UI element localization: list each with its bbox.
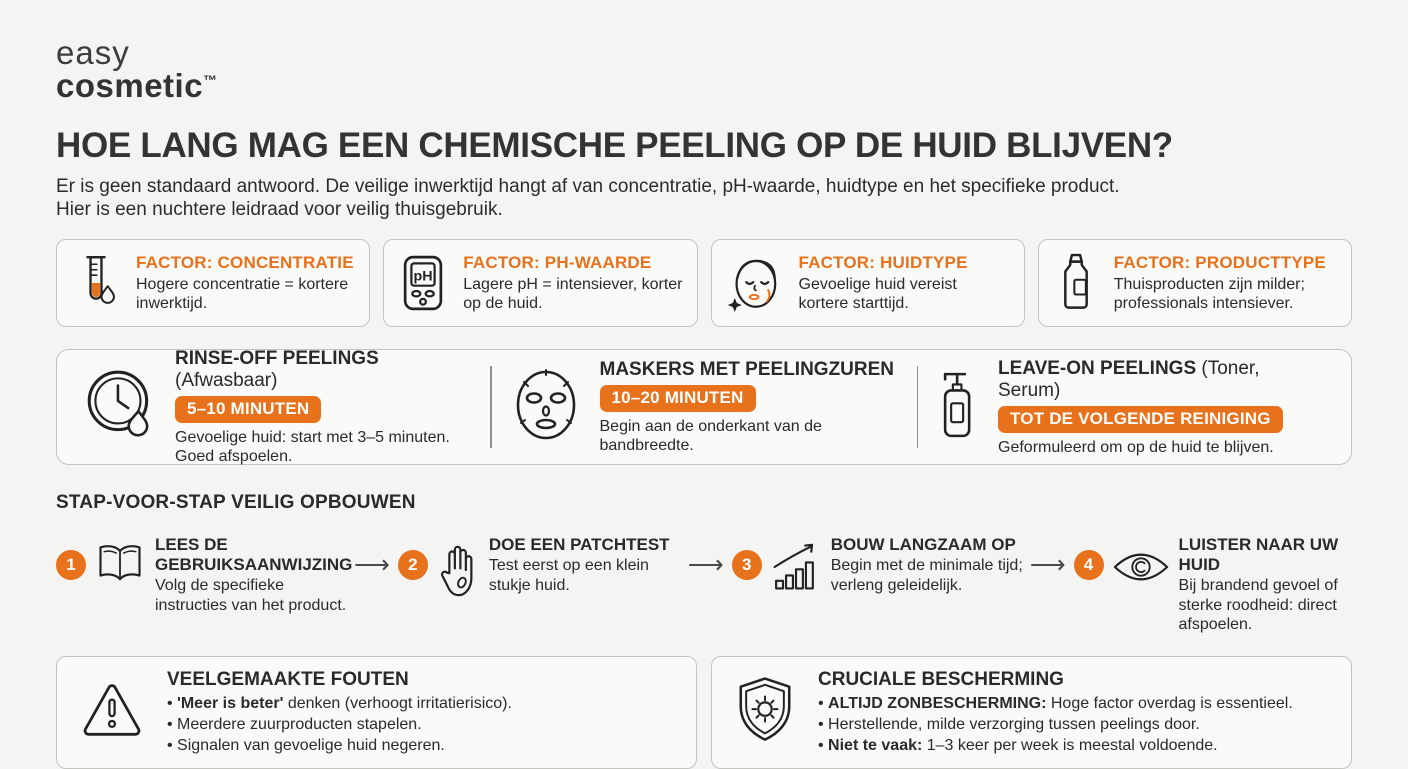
subtitle-line1: Er is geen standaard antwoord. De veilige inwerktijd hangt af van concentratie, pH-waarde, huidtype en het specifieke product. bbox=[56, 176, 1120, 197]
protection-item bbox=[818, 714, 1293, 735]
step-body bbox=[489, 535, 686, 594]
factor-text: Gevoelige huid vereist kortere starttijd. bbox=[798, 275, 957, 312]
brand-logo-line1: easy bbox=[56, 34, 130, 71]
duration-badge: TOT DE VOLGENDE REINIGING bbox=[998, 406, 1283, 433]
step-text: Begin met de minimale tijd; verleng geleidelijk. bbox=[830, 557, 1023, 594]
duration-title bbox=[998, 358, 1327, 402]
factor-card-body bbox=[463, 253, 682, 314]
duration-title-bold: LEAVE-ON PEELINGS bbox=[998, 357, 1197, 379]
duration-text: Begin aan de onderkant van de bandbreedte. bbox=[599, 418, 822, 455]
step-text: Test eerst op een klein stukje huid. bbox=[488, 557, 649, 594]
factor-title: FACTOR: PRODUCTTYPE bbox=[1113, 252, 1326, 272]
duration-body bbox=[600, 359, 901, 455]
ph-meter-label: pH bbox=[413, 268, 433, 285]
factor-card-body bbox=[1114, 253, 1337, 314]
factor-title: FACTOR: PH-WAARDE bbox=[463, 252, 652, 272]
step-arrow-icon: ⟶ bbox=[354, 551, 390, 580]
step-title: BOUW LANGZAAM OP bbox=[830, 535, 1016, 555]
protection-card-body bbox=[818, 669, 1293, 757]
step-3 bbox=[732, 535, 1028, 598]
factor-cards-row bbox=[56, 239, 1352, 327]
subtitle-line2: Hier is een nuchtere leidraad voor veilig thuisgebruik. bbox=[56, 199, 503, 221]
steps-row bbox=[56, 535, 1352, 634]
step-number-badge: 2 bbox=[398, 550, 428, 580]
duration-section-maskers bbox=[492, 359, 917, 455]
step-body bbox=[155, 535, 352, 614]
mistakes-card bbox=[56, 656, 697, 769]
ph-meter-icon bbox=[398, 252, 448, 314]
duration-text: Gevoelige huid: start met 3–5 minuten. Goed afspoelen. bbox=[175, 429, 450, 466]
duration-body bbox=[175, 348, 474, 466]
growth-chart-icon bbox=[770, 541, 822, 598]
factor-card-concentratie bbox=[56, 239, 370, 327]
factor-card-ph-waarde bbox=[383, 239, 697, 327]
duration-body bbox=[998, 358, 1327, 457]
factor-text: Thuisproducten zijn milder; professionals intensiever. bbox=[1113, 275, 1305, 312]
step-title: LUISTER NAAR UW HUID bbox=[1178, 535, 1339, 575]
mistakes-title: VEELGEMAAKTE FOUTEN bbox=[167, 668, 409, 690]
factor-text: Hogere concentratie = kortere inwerktijd. bbox=[136, 275, 349, 312]
protection-item-text: 1–3 keer per week is meestal voldoende. bbox=[922, 737, 1218, 755]
step-title: DOE EEN PATCHTEST bbox=[488, 535, 670, 555]
bottle-icon bbox=[1053, 251, 1099, 315]
duration-title-bold: RINSE-OFF PEELINGS bbox=[175, 348, 379, 370]
duration-title-normal: (Afwasbaar) bbox=[175, 370, 278, 392]
factor-text: Lagere pH = intensiever, korter op de huid. bbox=[463, 275, 683, 312]
factor-title: FACTOR: HUIDTYPE bbox=[798, 252, 968, 272]
step-text: Volg de specifieke instructies van het product. bbox=[155, 577, 347, 614]
eye-icon bbox=[1112, 549, 1170, 590]
step-text: Bij brandend gevoel of sterke roodheid: direct afspoelen. bbox=[1178, 577, 1338, 633]
brand-logo bbox=[56, 36, 1352, 102]
step-body bbox=[1179, 535, 1376, 634]
step-2 bbox=[398, 535, 686, 604]
protection-list bbox=[818, 693, 1293, 757]
step-number-badge: 1 bbox=[56, 550, 86, 580]
factor-card-body bbox=[799, 253, 1010, 314]
trademark-symbol: ™ bbox=[203, 72, 218, 88]
mistakes-card-body bbox=[167, 669, 512, 757]
step-title: LEES DE GEBRUIKSAANWIJZING bbox=[155, 535, 353, 575]
protection-title: CRUCIALE BESCHERMING bbox=[818, 668, 1064, 690]
protection-item bbox=[818, 735, 1293, 756]
steps-heading: STAP-VOOR-STAP VEILIG OPBOUWEN bbox=[56, 492, 416, 514]
mistakes-item bbox=[167, 693, 512, 714]
duration-title-bold: MASKERS MET PEELINGZUREN bbox=[599, 359, 895, 381]
step-number-badge: 4 bbox=[1074, 550, 1104, 580]
factor-card-body bbox=[136, 253, 355, 314]
test-tube-icon bbox=[71, 250, 121, 316]
factor-card-huidtype bbox=[711, 239, 1025, 327]
factor-card-producttype bbox=[1038, 239, 1352, 327]
mistakes-list bbox=[167, 693, 512, 757]
duration-section-leave-on bbox=[918, 358, 1343, 457]
hand-icon bbox=[436, 541, 480, 604]
protection-item bbox=[818, 693, 1293, 714]
clock-droplet-icon bbox=[81, 364, 159, 451]
mistakes-item bbox=[167, 714, 512, 735]
duration-card bbox=[56, 349, 1352, 465]
protection-card bbox=[711, 656, 1352, 769]
mistakes-item-text: Meerdere zuurproducten stapelen. bbox=[177, 715, 422, 733]
protection-item-bold: ALTIJD ZONBESCHERMING: bbox=[828, 694, 1047, 712]
bottom-cards-row bbox=[56, 656, 1352, 769]
protection-item-text: Herstellende, milde verzorging tussen peelings door. bbox=[828, 715, 1200, 733]
open-book-icon bbox=[94, 541, 146, 592]
sheet-mask-icon bbox=[508, 365, 584, 450]
mistakes-item-text: denken (verhoogt irritatierisico). bbox=[283, 694, 512, 712]
duration-title bbox=[175, 348, 474, 392]
factor-title: FACTOR: CONCENTRATIE bbox=[136, 252, 354, 272]
step-4 bbox=[1074, 535, 1376, 634]
duration-section-rinse-off bbox=[65, 348, 490, 466]
step-arrow-icon: ⟶ bbox=[687, 551, 724, 580]
duration-title bbox=[600, 359, 901, 381]
protection-item-text: Hoge factor overdag is essentieel. bbox=[1046, 694, 1293, 712]
warning-triangle-icon bbox=[79, 680, 145, 745]
brand-logo-line2 bbox=[56, 69, 1352, 102]
mistakes-item-text: Signalen van gevoelige huid negeren. bbox=[177, 737, 445, 755]
page-subtitle bbox=[56, 175, 1352, 221]
step-arrow-icon: ⟶ bbox=[1029, 551, 1066, 580]
duration-text: Geformuleerd om op de huid te blijven. bbox=[998, 438, 1274, 456]
duration-badge: 5–10 MINUTEN bbox=[175, 396, 321, 423]
protection-item-bold: Niet te vaak: bbox=[828, 737, 923, 755]
step-number-badge: 3 bbox=[732, 550, 762, 580]
mistakes-item bbox=[167, 735, 512, 756]
shield-sun-icon bbox=[734, 675, 796, 750]
face-icon bbox=[726, 251, 784, 315]
brand-logo-word: cosmetic bbox=[56, 67, 204, 104]
mistakes-item-bold: 'Meer is beter' bbox=[177, 694, 284, 712]
page-title: HOE LANG MAG EEN CHEMISCHE PEELING OP DE HUID BLIJVEN? bbox=[56, 126, 1173, 165]
duration-badge: 10–20 MINUTEN bbox=[600, 385, 756, 412]
step-1 bbox=[56, 535, 352, 614]
duration-title-normal: (Toner, Serum) bbox=[998, 357, 1260, 401]
step-body bbox=[831, 535, 1028, 594]
pump-bottle-icon bbox=[934, 363, 982, 452]
